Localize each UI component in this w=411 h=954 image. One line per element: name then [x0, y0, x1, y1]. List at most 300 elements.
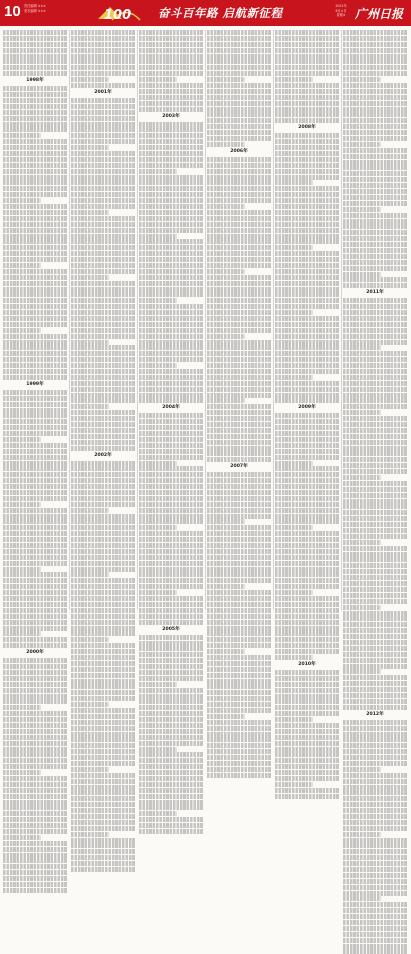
year-heading: 1998年	[26, 78, 44, 84]
body-text-line	[3, 549, 67, 554]
body-text-line	[207, 690, 271, 695]
body-text-line	[3, 602, 67, 607]
body-text-line	[343, 616, 407, 621]
body-text-line	[275, 77, 313, 82]
body-text-line	[71, 478, 135, 483]
body-text-line	[139, 369, 203, 374]
body-text-line	[275, 180, 313, 185]
year-heading: 2000年	[26, 650, 44, 656]
body-text-line	[139, 537, 203, 542]
body-text-line	[343, 699, 407, 704]
body-text-line	[139, 175, 203, 180]
body-text-line	[275, 30, 339, 35]
body-text-line	[71, 198, 135, 203]
body-text-line	[207, 567, 271, 572]
body-text-line	[207, 773, 271, 778]
body-text-line	[139, 263, 203, 268]
body-text-line	[3, 30, 67, 35]
body-text-line	[3, 390, 67, 395]
body-text-line	[71, 387, 135, 392]
body-text-line	[343, 487, 407, 492]
body-text-line	[275, 163, 339, 168]
body-text-line	[343, 493, 407, 498]
body-text-line	[71, 59, 135, 64]
body-text-line	[275, 245, 313, 250]
body-text-line	[207, 446, 271, 451]
body-text-line	[71, 855, 135, 860]
body-text-line	[139, 180, 203, 185]
body-text-line	[71, 287, 135, 292]
body-text-line	[139, 608, 203, 613]
body-text-line	[207, 702, 271, 707]
body-text-line	[3, 835, 41, 840]
body-text-line	[343, 277, 407, 282]
body-text-line	[343, 849, 407, 854]
body-text-line	[275, 525, 313, 530]
body-text-line	[207, 251, 271, 256]
body-text-line	[139, 788, 203, 793]
body-text-line	[343, 611, 407, 616]
body-text-line	[207, 316, 271, 321]
body-text-line	[139, 345, 203, 350]
body-text-line	[207, 490, 271, 495]
body-text-line	[275, 478, 339, 483]
body-text-line	[71, 381, 135, 386]
body-text-line	[71, 192, 135, 197]
body-text-line	[207, 130, 271, 135]
body-text-line	[207, 345, 271, 350]
body-text-line	[275, 631, 339, 636]
newspaper-logo: 广州日报	[355, 7, 404, 21]
body-text-line	[343, 944, 407, 949]
body-text-line	[275, 145, 339, 150]
body-text-line	[343, 54, 407, 59]
body-text-line	[207, 561, 271, 566]
body-text-line	[343, 160, 407, 165]
body-text-line	[275, 614, 339, 619]
body-text-line	[343, 340, 407, 345]
body-text-line	[139, 490, 203, 495]
body-text-line	[343, 260, 407, 265]
body-text-line	[343, 95, 407, 100]
body-text-line	[275, 776, 339, 781]
body-text-line	[71, 375, 135, 380]
body-text-line	[139, 614, 203, 619]
body-text-line	[139, 752, 203, 757]
body-text-line	[3, 222, 67, 227]
body-text-line	[343, 902, 407, 907]
body-text-line	[343, 183, 407, 188]
body-text-line	[3, 169, 67, 174]
body-text-line	[275, 431, 339, 436]
body-text-line	[343, 124, 407, 129]
body-text-line	[207, 42, 271, 47]
body-text-line	[275, 723, 339, 728]
body-text-line	[343, 177, 407, 182]
body-text-line	[207, 322, 271, 327]
body-text-line	[343, 30, 407, 35]
year-heading: 2010年	[298, 661, 316, 667]
body-text-line	[275, 48, 339, 53]
body-text-line	[207, 334, 245, 339]
body-text-line	[207, 287, 271, 292]
text-column	[139, 30, 203, 632]
body-text-line	[71, 357, 135, 362]
body-text-line	[3, 870, 67, 875]
body-text-line	[207, 304, 271, 309]
body-text-line	[275, 298, 339, 303]
body-text-line	[3, 823, 67, 828]
body-text-line	[71, 519, 135, 524]
body-text-line	[207, 142, 245, 147]
body-text-line	[139, 163, 203, 168]
body-text-line	[343, 743, 407, 748]
body-text-line	[343, 481, 407, 486]
body-text-line	[71, 861, 135, 866]
body-text-line	[343, 357, 407, 362]
body-text-line	[207, 228, 271, 233]
body-text-line	[71, 54, 135, 59]
body-text-line	[207, 340, 271, 345]
body-text-line	[343, 59, 407, 64]
body-text-line	[3, 216, 67, 221]
body-text-line	[139, 387, 203, 392]
column-divider	[205, 30, 206, 610]
body-text-line	[207, 543, 271, 548]
header-date	[332, 4, 350, 18]
body-text-line	[139, 508, 203, 513]
body-text-line	[275, 334, 339, 339]
body-text-line	[71, 679, 135, 684]
body-text-line	[71, 726, 135, 731]
body-text-line	[71, 667, 135, 672]
body-text-line	[139, 472, 203, 477]
body-text-line	[343, 855, 407, 860]
body-text-line	[275, 455, 339, 460]
year-heading: 2008年	[298, 125, 316, 131]
body-text-line	[71, 116, 135, 121]
body-text-line	[3, 676, 67, 681]
body-text-line	[3, 151, 67, 156]
body-text-line	[343, 254, 407, 259]
body-text-line	[343, 522, 407, 527]
body-text-line	[343, 622, 407, 627]
body-text-line	[3, 752, 67, 757]
body-text-line	[343, 569, 407, 574]
body-text-line	[275, 118, 339, 123]
body-text-line	[343, 381, 407, 386]
body-text-line	[275, 310, 313, 315]
body-text-line	[71, 596, 135, 601]
body-text-line	[275, 393, 339, 398]
body-text-line	[275, 351, 339, 356]
body-text-line	[275, 741, 339, 746]
body-text-line	[343, 446, 407, 451]
body-text-line	[275, 705, 339, 710]
body-text-line	[139, 334, 203, 339]
body-text-line	[139, 328, 203, 333]
body-text-line	[3, 584, 67, 589]
body-text-line	[71, 655, 135, 660]
body-text-line	[139, 71, 203, 76]
body-text-line	[343, 463, 407, 468]
body-text-line	[71, 175, 135, 180]
body-text-line	[207, 684, 271, 689]
body-text-line	[343, 552, 407, 557]
body-text-line	[343, 761, 407, 766]
body-text-line	[3, 643, 67, 648]
body-text-line	[71, 537, 135, 542]
body-text-line	[275, 292, 339, 297]
body-text-line	[207, 83, 271, 88]
body-text-line	[71, 843, 135, 848]
body-text-line	[343, 652, 407, 657]
body-text-line	[3, 192, 67, 197]
body-text-line	[3, 514, 67, 519]
body-text-line	[343, 118, 407, 123]
body-text-line	[139, 210, 203, 215]
body-text-line	[139, 602, 203, 607]
body-text-line	[139, 340, 203, 345]
body-text-line	[71, 440, 135, 445]
body-text-line	[275, 735, 339, 740]
body-text-line	[71, 322, 135, 327]
body-text-line	[343, 89, 407, 94]
body-text-line	[139, 705, 203, 710]
year-heading: 2011年	[366, 290, 384, 296]
body-text-line	[275, 549, 339, 554]
body-text-line	[343, 767, 381, 772]
body-text-line	[3, 334, 67, 339]
body-text-line	[275, 729, 339, 734]
banner-title: 奋斗百年路 启航新征程	[158, 6, 283, 20]
body-text-line	[71, 584, 135, 589]
body-text-line	[207, 531, 271, 536]
body-text-line	[207, 472, 271, 477]
body-text-line	[275, 112, 339, 117]
body-text-line	[139, 89, 203, 94]
body-text-line	[207, 107, 271, 112]
body-text-line	[343, 867, 407, 872]
body-text-line	[139, 157, 203, 162]
body-text-line	[343, 861, 407, 866]
body-text-line	[343, 283, 407, 288]
body-text-line	[139, 310, 203, 315]
body-text-line	[275, 228, 339, 233]
body-text-line	[275, 461, 313, 466]
body-text-line	[207, 679, 271, 684]
body-text-line	[207, 112, 271, 117]
body-text-line	[71, 626, 135, 631]
body-text-line	[343, 773, 407, 778]
body-text-line	[3, 770, 41, 775]
body-text-line	[71, 340, 109, 345]
body-text-line	[139, 676, 203, 681]
body-text-line	[343, 434, 407, 439]
body-text-line	[275, 107, 339, 112]
body-text-line	[3, 590, 67, 595]
body-text-line	[71, 466, 135, 471]
body-text-line	[139, 770, 203, 775]
body-text-line	[207, 175, 271, 180]
body-text-line	[343, 201, 407, 206]
body-text-line	[207, 578, 271, 583]
body-text-line	[139, 145, 203, 150]
body-text-line	[207, 743, 271, 748]
body-text-line	[343, 669, 381, 674]
body-text-line	[275, 637, 339, 642]
year-heading: 2004年	[162, 405, 180, 411]
body-text-line	[3, 351, 67, 356]
body-text-line	[71, 749, 135, 754]
body-text-line	[71, 602, 135, 607]
body-text-line	[139, 443, 203, 448]
body-text-line	[3, 694, 67, 699]
body-text-line	[139, 287, 203, 292]
body-text-line	[139, 776, 203, 781]
body-text-line	[3, 198, 41, 203]
body-text-line	[3, 561, 67, 566]
body-text-line	[207, 637, 271, 642]
body-text-line	[71, 773, 135, 778]
body-text-line	[71, 281, 135, 286]
body-text-line	[3, 133, 41, 138]
body-text-line	[207, 496, 271, 501]
body-text-line	[275, 578, 339, 583]
body-text-line	[139, 461, 177, 466]
column-divider	[273, 30, 274, 610]
body-text-line	[343, 48, 407, 53]
body-text-line	[343, 808, 407, 813]
body-text-line	[275, 694, 339, 699]
body-text-line	[3, 71, 67, 76]
body-text-line	[3, 788, 67, 793]
body-text-line	[3, 292, 67, 297]
body-text-line	[3, 794, 67, 799]
body-text-line	[343, 557, 407, 562]
body-text-line	[275, 387, 339, 392]
body-text-line	[207, 192, 271, 197]
body-text-line	[343, 65, 407, 70]
body-text-line	[139, 758, 203, 763]
body-text-line	[275, 519, 339, 524]
body-text-line	[3, 729, 67, 734]
body-text-line	[207, 204, 245, 209]
body-text-line	[139, 245, 203, 250]
body-text-line	[139, 375, 203, 380]
body-text-line	[139, 437, 203, 442]
body-text-line	[207, 649, 245, 654]
body-text-line	[275, 484, 339, 489]
body-text-line	[275, 608, 339, 613]
body-text-line	[71, 363, 135, 368]
year-heading: 2001年	[94, 90, 112, 96]
body-text-line	[275, 216, 339, 221]
body-text-line	[343, 298, 407, 303]
body-text-line	[71, 555, 135, 560]
body-text-line	[139, 36, 203, 41]
body-text-line	[275, 340, 339, 345]
body-text-line	[343, 755, 407, 760]
body-text-line	[275, 169, 339, 174]
body-text-line	[139, 811, 177, 816]
body-text-line	[343, 779, 407, 784]
body-text-line	[3, 245, 67, 250]
body-text-line	[3, 658, 67, 663]
body-text-line	[139, 502, 203, 507]
body-text-line	[207, 234, 271, 239]
body-text-line	[71, 122, 135, 127]
body-text-line	[139, 543, 203, 548]
body-text-line	[3, 186, 67, 191]
body-text-line	[71, 561, 135, 566]
body-text-line	[275, 222, 339, 227]
body-text-line	[71, 446, 135, 451]
body-text-line	[3, 747, 67, 752]
body-text-line	[71, 186, 135, 191]
body-text-line	[207, 620, 271, 625]
body-text-line	[207, 614, 271, 619]
body-text-line	[343, 932, 407, 937]
body-text-line	[71, 98, 135, 103]
body-text-line	[139, 519, 203, 524]
body-text-line	[3, 817, 67, 822]
year-heading: 2009年	[298, 405, 316, 411]
body-text-line	[3, 711, 67, 716]
body-text-line	[343, 814, 407, 819]
body-text-line	[139, 484, 203, 489]
body-text-line	[71, 180, 135, 185]
body-text-line	[71, 393, 135, 398]
body-text-line	[343, 510, 407, 515]
body-text-line	[139, 658, 203, 663]
body-text-line	[139, 251, 203, 256]
body-text-line	[71, 708, 135, 713]
body-text-line	[343, 504, 407, 509]
body-text-line	[3, 841, 67, 846]
body-text-line	[343, 457, 407, 462]
body-text-line	[3, 449, 67, 454]
body-text-line	[207, 755, 271, 760]
body-text-line	[343, 658, 407, 663]
body-text-line	[343, 908, 407, 913]
body-text-line	[343, 528, 407, 533]
body-text-line	[139, 590, 177, 595]
body-text-line	[3, 419, 67, 424]
body-text-line	[3, 496, 67, 501]
body-text-line	[71, 514, 135, 519]
body-text-line	[139, 413, 203, 418]
body-text-line	[275, 269, 339, 274]
body-text-line	[343, 213, 407, 218]
body-text-line	[71, 410, 135, 415]
body-text-line	[3, 805, 67, 810]
year-heading: 2003年	[162, 113, 180, 119]
body-text-line	[275, 198, 339, 203]
body-text-line	[3, 180, 67, 185]
body-text-line	[207, 643, 271, 648]
body-text-line	[139, 735, 203, 740]
body-text-line	[275, 65, 339, 70]
body-text-line	[343, 628, 407, 633]
body-text-line	[3, 408, 67, 413]
body-text-line	[207, 608, 271, 613]
body-text-line	[71, 767, 109, 772]
body-text-line	[275, 602, 339, 607]
body-text-line	[71, 631, 135, 636]
body-text-line	[71, 531, 135, 536]
body-text-line	[3, 257, 67, 262]
